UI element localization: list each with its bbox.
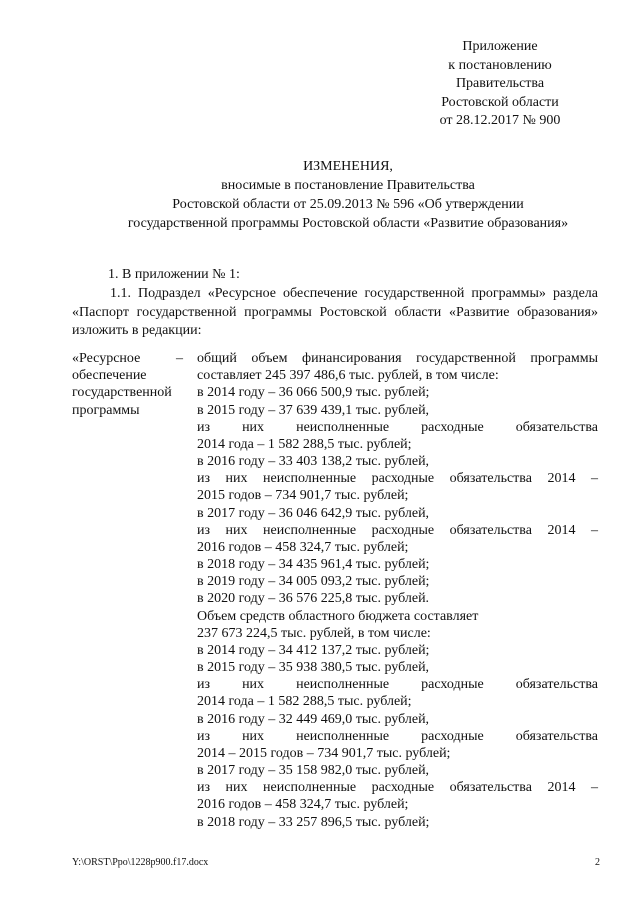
passport-line: в 2020 году – 36 576 225,8 тыс. рублей. [197, 591, 430, 607]
passport-word: них [225, 471, 248, 487]
passport-word: – [590, 780, 598, 796]
passport-line: в 2019 году – 34 005 093,2 тыс. рублей; [197, 574, 430, 590]
label-line: «Ресурсное [72, 351, 141, 366]
passport-values [197, 350, 598, 831]
passport-word: из [197, 471, 211, 487]
passport-line: 2016 годов – 458 324,7 тыс. рублей; [197, 539, 409, 555]
passport-word: 2014 [547, 780, 576, 796]
item-1-1: 1.1. Подраздел «Ресурсное обеспечение государственной программы» раздела «Паспорт государственной программы Ростовской области «Развитие образования» изложить в редакции: [72, 286, 598, 339]
passport-line: 2014 года – 1 582 288,5 тыс. рублей; [197, 694, 412, 710]
passport-line: в 2018 году – 34 435 961,4 тыс. рублей; [197, 557, 430, 573]
page-number: 2 [595, 857, 600, 868]
passport-word: расходные [421, 728, 484, 744]
passport-line: в 2017 году – 36 046 642,9 тыс. рублей, [197, 505, 430, 521]
passport-line: 2016 годов – 458 324,7 тыс. рублей; [197, 797, 409, 813]
passport-word: них [242, 728, 265, 744]
passport-line: 2014 – 2015 годов – 734 901,7 тыс. рублей; [197, 745, 451, 761]
passport-word: из [197, 780, 211, 796]
appendix-line: Приложение [462, 39, 538, 54]
passport-word: неисполненные [263, 522, 357, 538]
title-line: вносимые в постановление Правительства [221, 178, 475, 193]
passport-word: обязательства [515, 677, 598, 693]
passport-word: из [197, 728, 211, 744]
passport-word: из [197, 677, 211, 693]
passport-line: в 2014 году – 36 066 500,9 тыс. рублей; [197, 385, 430, 401]
passport-word: финансирования [302, 351, 402, 366]
passport-word: них [242, 419, 265, 435]
passport-line [197, 779, 598, 796]
passport-line: в 2018 году – 33 257 896,5 тыс. рублей; [197, 814, 430, 830]
passport-word: объем [251, 351, 288, 366]
page-footer [72, 857, 600, 868]
passport-word: обязательства [449, 522, 532, 538]
passport-line: в 2015 году – 37 639 439,1 тыс. рублей, [197, 402, 430, 418]
document-title [60, 157, 636, 233]
passport-line: в 2016 году – 33 403 138,2 тыс. рублей, [197, 454, 430, 470]
passport-word: расходные [371, 471, 435, 487]
title-heading: ИЗМЕНЕНИЯ, [303, 159, 393, 174]
passport-line: 2015 годов – 734 901,7 тыс. рублей; [197, 488, 409, 504]
passport-word: расходные [371, 780, 435, 796]
passport-line [197, 350, 598, 367]
passport-word: расходные [371, 522, 435, 538]
passport-line: Объем средств областного бюджета составляет [197, 608, 479, 624]
passport-word: государственной [416, 351, 516, 366]
passport-line [197, 728, 598, 745]
passport-word: неисполненные [296, 728, 390, 744]
passport-word: них [225, 780, 248, 796]
appendix-line: Ростовской области [441, 94, 559, 110]
passport-line: 237 673 224,5 тыс. рублей, в том числе: [197, 625, 431, 641]
passport-word: неисполненные [263, 780, 357, 796]
passport-line: составляет 245 397 486,6 тыс. рублей, в том числе: [197, 368, 499, 384]
passport-word: обязательства [515, 419, 598, 435]
passport-word: неисполненные [296, 677, 390, 693]
label-line: государственной [72, 385, 172, 401]
passport-line: в 2015 году – 35 938 380,5 тыс. рублей, [197, 660, 430, 676]
passport-line [197, 676, 598, 693]
passport-line: 2014 года – 1 582 288,5 тыс. рублей; [197, 436, 412, 452]
passport-word: 2014 [547, 471, 576, 487]
passport-line [197, 470, 598, 487]
appendix-header [400, 38, 600, 131]
appendix-line: от 28.12.2017 № 900 [439, 113, 561, 128]
passport-word: общий [197, 351, 237, 366]
appendix-line: к постановлению [448, 57, 552, 73]
passport-word: расходные [421, 419, 484, 435]
passport-word: из [197, 522, 211, 538]
passport-word: обязательства [515, 728, 598, 744]
title-line: Ростовской области от 25.09.2013 № 596 «Об утверждении [172, 197, 524, 212]
passport-word: неисполненные [296, 419, 390, 435]
title-line: государственной программы Ростовской области «Развитие образования» [127, 216, 569, 231]
passport-word: из [197, 419, 211, 435]
passport-line: в 2014 году – 34 412 137,2 тыс. рублей; [197, 642, 430, 658]
passport-word: них [242, 677, 265, 693]
passport-word: неисполненные [263, 471, 357, 487]
label-dash: – [176, 351, 183, 366]
label-line: обеспечение [72, 368, 147, 384]
passport-line: в 2017 году – 35 158 982,0 тыс. рублей, [197, 763, 430, 779]
passport-word: них [225, 522, 248, 538]
file-path: Y:\ORST\Ppo\1228p900.f17.docx [72, 857, 209, 868]
passport-word: 2014 [547, 522, 576, 538]
passport-word: – [590, 471, 598, 487]
appendix-line: Правительства [455, 76, 545, 91]
passport-word: обязательства [449, 780, 532, 796]
item-1: 1. В приложении № 1: [108, 267, 240, 282]
passport-label [72, 350, 182, 419]
passport-word: – [590, 522, 598, 538]
passport-word: программы [530, 351, 598, 366]
passport-word: расходные [421, 677, 484, 693]
passport-word: обязательства [449, 471, 532, 487]
passport-line: в 2016 году – 32 449 469,0 тыс. рублей, [197, 711, 430, 727]
passport-line [197, 522, 598, 539]
passport-line [197, 419, 598, 436]
label-line: программы [72, 402, 140, 418]
